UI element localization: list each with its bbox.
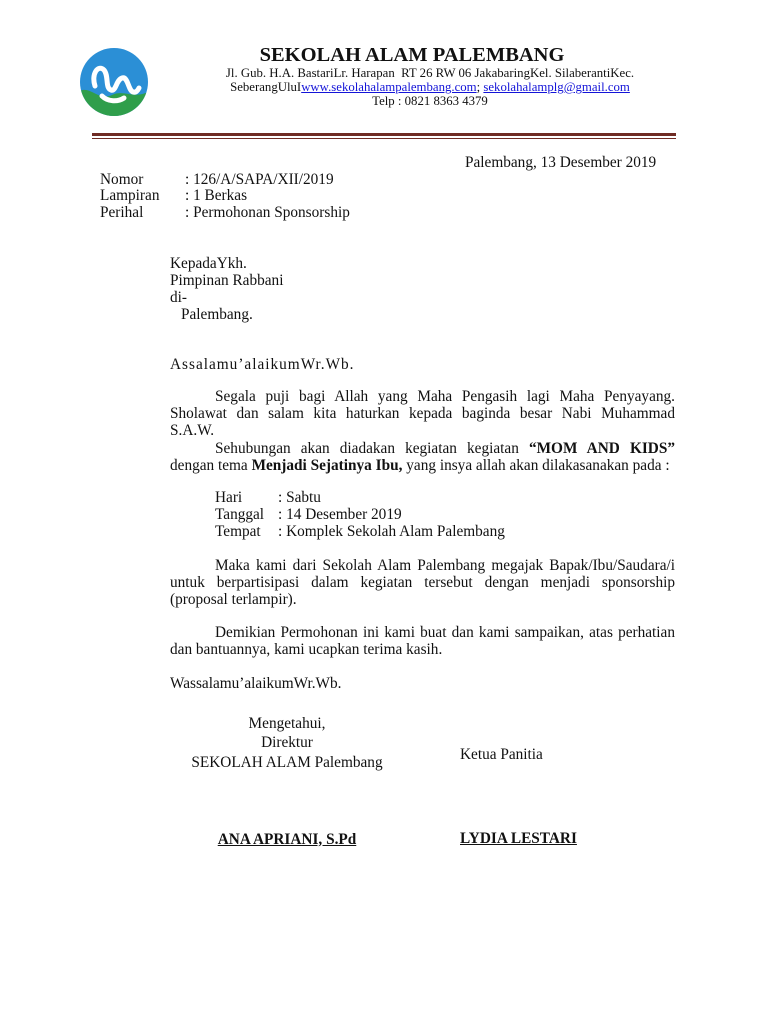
opening-paragraph-line: S.A.W. bbox=[170, 421, 215, 439]
event-intro-line bbox=[170, 457, 670, 474]
director-name-text: ANA APRIANI, S.Pd bbox=[217, 830, 357, 848]
event-detail-label: Tanggal bbox=[215, 505, 265, 523]
closing-paragraph-line: Demikian Permohonan ini kami buat dan kami sampaikan, atas perhatian bbox=[215, 623, 675, 641]
event-intro-rest: yang insya allah akan dilakasanakan pada : bbox=[402, 456, 670, 474]
reference-label: Lampiran bbox=[100, 187, 160, 204]
district-text: SeberangUluI bbox=[230, 80, 302, 94]
school-name: SEKOLAH ALAM PALEMBANG bbox=[259, 44, 565, 66]
school-logo-icon bbox=[78, 46, 150, 118]
recipient-line: KepadaYkh. bbox=[170, 254, 247, 272]
recipient-line: Pimpinan Rabbani bbox=[170, 271, 284, 289]
event-intro-text: Sehubungan akan diadakan kegiatan kegiatan bbox=[215, 439, 529, 457]
event-theme-lead: dengan tema bbox=[170, 456, 252, 474]
invitation-paragraph-line: untuk berpartisipasi dalam kegiatan tersebut dengan menjadi sponsorship bbox=[170, 573, 675, 591]
invitation-paragraph-line: (proposal terlampir). bbox=[170, 590, 297, 608]
recipient-line: Palembang. bbox=[181, 305, 253, 323]
address-line: Jl. Gub. H.A. BastariLr. Harapan RT 26 RW 06 JakabaringKel. SilaberantiKec. bbox=[225, 66, 635, 80]
signature-institution: SEKOLAH ALAM Palembang bbox=[191, 753, 383, 771]
website-link[interactable]: www.sekolahalampalembang.com bbox=[301, 80, 477, 94]
reference-value: : 1 Berkas bbox=[185, 187, 248, 204]
event-detail-label: Hari bbox=[215, 488, 243, 506]
reference-value: : Permohonan Sponsorship bbox=[185, 203, 350, 221]
reference-label: Perihal bbox=[100, 203, 144, 221]
event-theme: Menjadi Sejatinya Ibu, bbox=[251, 456, 403, 474]
opening-paragraph-line: Sholawat dan salam kita haturkan kepada baginda besar Nabi Muhammad bbox=[170, 404, 675, 422]
signature-position: Direktur bbox=[261, 733, 313, 751]
closing-paragraph-line: dan bantuannya, kami ucapkan terima kasih. bbox=[170, 640, 443, 658]
director-name bbox=[170, 831, 404, 848]
contact-separator: ; bbox=[476, 80, 484, 94]
date-line: Palembang, 13 Desember 2019 bbox=[465, 153, 657, 171]
event-detail-value: : Sabtu bbox=[278, 488, 321, 506]
phone-line: Telp : 0821 8363 4379 bbox=[372, 94, 488, 108]
header-divider-thin bbox=[92, 138, 676, 139]
reference-label: Nomor bbox=[100, 170, 144, 188]
committee-chair-title: Ketua Panitia bbox=[460, 745, 543, 763]
email-link[interactable]: sekolahalamplg@gmail.com bbox=[483, 80, 630, 94]
event-name: “MOM AND KIDS” bbox=[528, 439, 675, 457]
opening-paragraph-line: Segala puji bagi Allah yang Maha Pengasih lagi Maha Penyayang. bbox=[215, 387, 675, 405]
event-detail-value: : 14 Desember 2019 bbox=[278, 505, 402, 523]
event-intro-line bbox=[215, 440, 675, 457]
committee-chair-name: LYDIA LESTARI bbox=[460, 829, 577, 847]
header-divider-thick bbox=[92, 133, 676, 136]
event-detail-label: Tempat bbox=[215, 522, 261, 540]
invitation-paragraph-line: Maka kami dari Sekolah Alam Palembang megajak Bapak/Ibu/Saudara/i bbox=[215, 556, 675, 574]
closing-greeting: Wassalamu’alaikumWr.Wb. bbox=[170, 674, 342, 692]
event-detail-value: : Komplek Sekolah Alam Palembang bbox=[278, 522, 505, 540]
signature-acknowledged-label: Mengetahui, bbox=[248, 714, 326, 732]
contact-line bbox=[180, 80, 680, 94]
reference-value: : 126/A/SAPA/XII/2019 bbox=[185, 170, 334, 188]
recipient-line: di- bbox=[170, 288, 187, 306]
opening-greeting: Assalamu’alaikumWr.Wb. bbox=[170, 355, 355, 373]
